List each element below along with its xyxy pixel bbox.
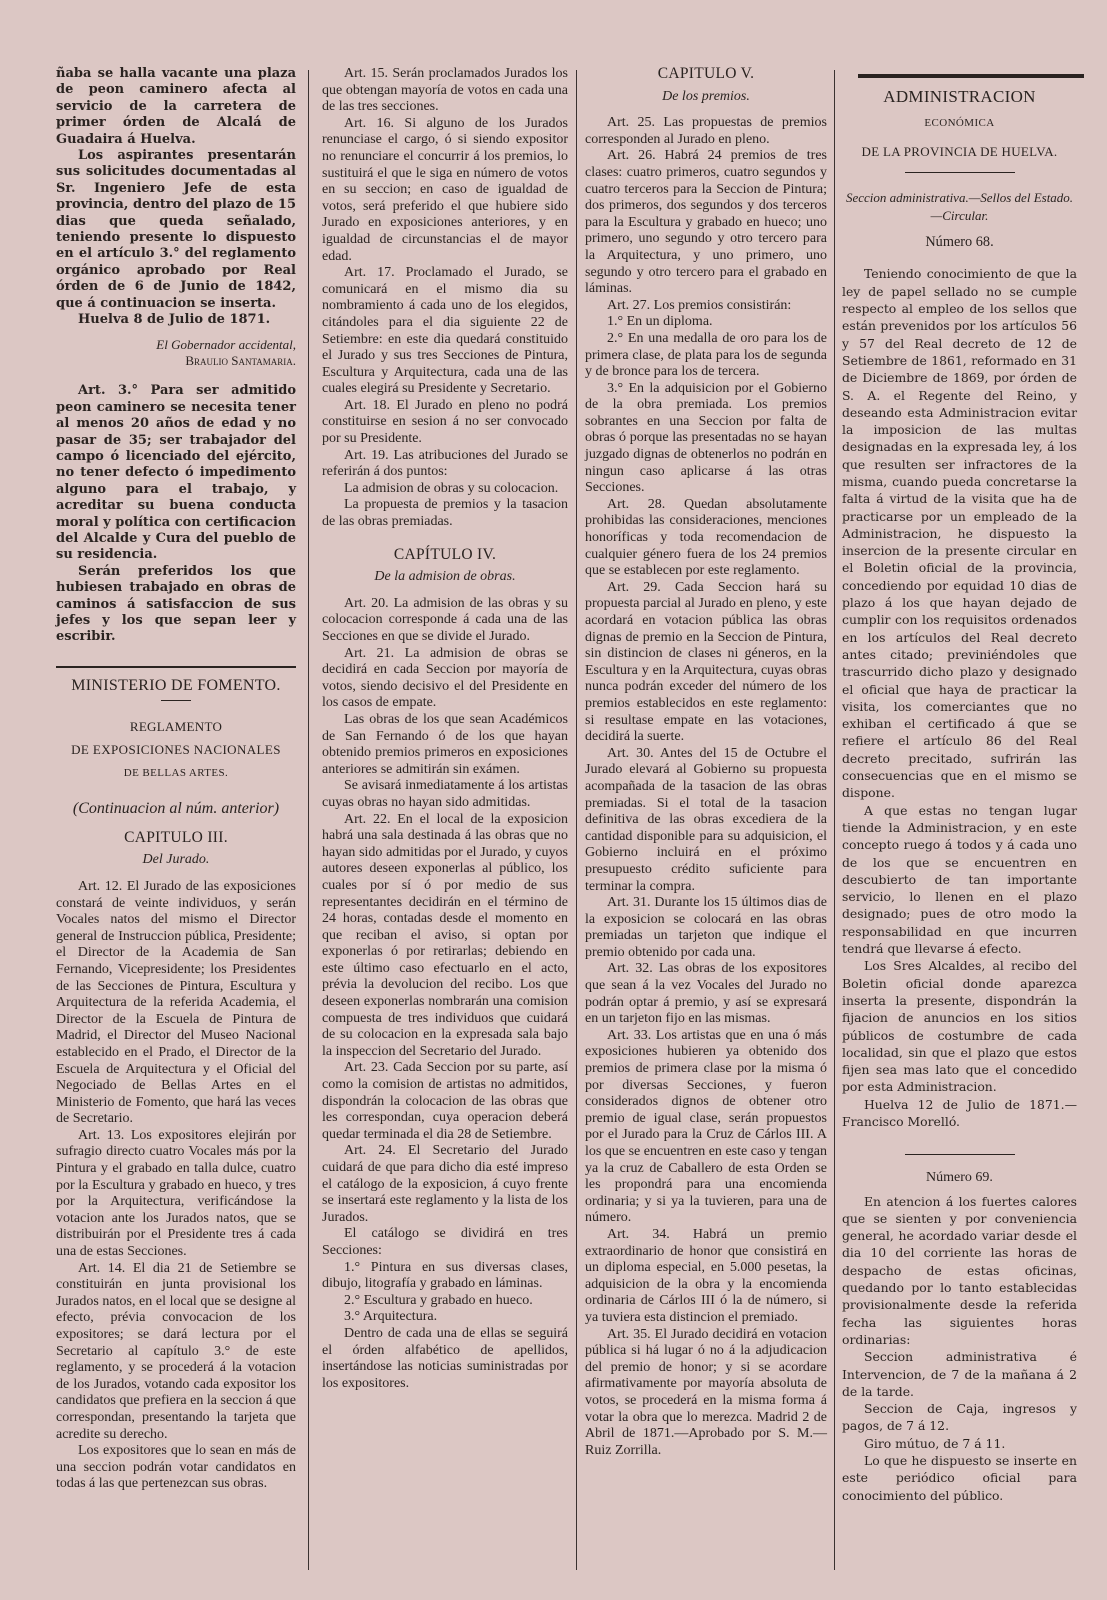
article: Art. 35. El Jurado decidirá en votacion pública si há lugar ó no á la adjudicacion del premio de honor; y si se acordare afirmativamente por mayoría absoluta de votos, se procederá en la misma forma á votar la obra que lo merezca. Madrid 2 de Abril de 1871.—Aprobado por S. M.—Ruiz Zorrilla. bbox=[585, 1326, 827, 1458]
article-item: 2.° Escultura y grabado en hueco. bbox=[344, 1292, 533, 1308]
regulation-subtitle: DE BELLAS ARTES. bbox=[123, 766, 229, 779]
article-item: 1.° Pintura en sus diversas clases, dibujo, litografía y grabado en láminas. bbox=[322, 1259, 568, 1292]
section-heading: ADMINISTRACION bbox=[883, 87, 1036, 106]
chapter-heading: CAPITULO V. bbox=[657, 65, 755, 82]
date-signature: Huelva 12 de Julio de 1871.—Francisco Morelló. bbox=[842, 1096, 1077, 1129]
short-rule bbox=[905, 172, 1015, 173]
column-2 bbox=[322, 66, 568, 1392]
article-item: 3.° En la adquisicion por el Gobierno de la obra premiada. Los premios sobrantes en una Seccion por falta de obras ó porque las presentadas no se hayan juzgado dignas de obtenerlos no podrán en ningun caso aplicarse á las otras Secciones. bbox=[585, 380, 827, 496]
article: Se avisará inmediatamente á los artistas cuyas obras no hayan sido admitidas. bbox=[322, 778, 568, 810]
chapter-heading: CAPITULO III. bbox=[124, 828, 228, 846]
text-block: ñaba se halla vacante una plaza de peon caminero afecta al servicio de la carretera de primer órden de Alcalá de Guadaira á Huelva. bbox=[56, 66, 296, 147]
article-item: 1.° En un diploma. bbox=[607, 314, 713, 330]
article: Art. 16. Si alguno de los Jurados renunciase el cargo, ó si siendo expositor no renunciare el concurrir á los premios, lo sustituirá el que le siga en número de votos en su seccion; en caso de igualdad de votos, será preferido el que hubiere sido Jurado en exposiciones anteriores, y en igualdad de circunstancias el de mayor edad. bbox=[322, 115, 568, 264]
article: Art. 32. Las obras de los expositores que sean á la vez Vocales del Jurado no podrán optar á premio, y así se expresará en un tarjeton fijo en las mismas. bbox=[585, 961, 827, 1027]
article: El catálogo se dividirá en tres Secciones: bbox=[322, 1226, 568, 1258]
text-block: Lo que he dispuesto se inserte en este periódico oficial para conocimiento del público. bbox=[842, 1453, 1077, 1503]
text-block: Art. 3.° Para ser admitido peon caminero se necesita tener al menos 20 años de edad y no pasar de 35; ser trabajador del campo ó licenciado del ejército, no tener defecto ó impedimento alguno para el trabajo, y acreditar su buena conducta moral y política con certificacion del Alcalde y Cura del pueblo de su residencia. bbox=[56, 383, 296, 563]
article: Art. 26. Habrá 24 premios de tres clases: cuatro primeros, cuatro segundos y cuatro terceros para la Seccion de Pintura; dos primeros, dos segundos y dos terceros para la Escultura y grabado en hueco; uno primero, uno segundo y otro tercero para la Arquitectura, y uno primero, uno segundo y otro tercero para el grabado en láminas. bbox=[585, 148, 827, 297]
continuation-note: (Continuacion al núm. anterior) bbox=[72, 800, 280, 818]
column-4 bbox=[842, 76, 1077, 1504]
article: Art. 22. En el local de la exposicion habrá una sala destinada á las obras que no hayan sido admitidas por el Jurado, y cuyos autores deseen exponerlas al público, los cuales por sí ó por medio de sus representantes decidirán en el término de 24 horas, contadas desde el momento en que reciban el aviso, si optan por exponerlas ó por retirarlas; debiendo en este último caso efectuarlo en el acto, prévia la devolucion del recibo. Los que deseen exponerlas nombrarán una comision compuesta de tres individuos que cuidará de su colocacion en la expresada sala bajo la inspeccion del Secretario del Jurado. bbox=[322, 811, 568, 1059]
article-item: 2.° En una medalla de oro para los de primera clase, de plata para los de segunda y de bronce para los de tercera. bbox=[585, 330, 827, 380]
column-1 bbox=[56, 66, 296, 1493]
article: Art. 30. Antes del 15 de Octubre el Jurado elevará al Gobierno su propuesta acompañada de la tasacion de las obras premiadas. Si el total de la tasacion definitiva de las obras excediera de la cantidad disponible para su adquisicion, el Gobierno incluirá en el próximo presupuesto crédito suficiente para terminar la compra. bbox=[585, 745, 827, 894]
article: Art. 19. Las atribuciones del Jurado se referirán á dos puntos: bbox=[322, 447, 568, 480]
text-block: Teniendo conocimiento de que la ley de papel sellado no se cumple respecto al empleo de los sellos que están prevenidos por los artículos 56 y 57 del Real decreto de 12 de Setiembre de 1861, reformado en 31 de Diciembre de 1869, por órden de S. A. el Regente del Reino, y deseando esta Administracion evitar la imposicion de las multas designadas en la expresada ley, á los que resulten ser infractores de la misma, cuando pueda concretarse la falta á virtud de la visita que ha de practicarse por un empleado de la Administracion, he dispuesto la insercion de la presente circular en el Boletin oficial de la provincia, concediendo por equidad 10 dias de plazo á los que hayan dejado de cumplir con los requisitos ordenados en los artículos del Real decreto antes citado; previniéndoles que trascurrido dicho plazo y designado el oficial que haya de practicar la visita, los comerciantes que no exhiban el certificado á que se refiere el artículo 86 del Real decreto precitado, sufrirán las consecuencias que en el mismo se dispone. bbox=[842, 266, 1077, 801]
circular-number: Número 68. bbox=[925, 234, 994, 251]
text-block: En atencion á los fuertes calores que se sienten y por conveniencia general, he acordado variar desde el dia 10 del corriente las horas de despacho de estas oficinas, quedando por lo tanto establecidas provisionalmente desde la referida fecha las siguientes horas ordinarias: bbox=[842, 1193, 1077, 1347]
short-rule bbox=[905, 1154, 1015, 1155]
article: Las obras de los que sean Académicos de San Fernando ó de los que hayan obtenido premios primeros en exposiciones anteriores se admitirán sin exámen. bbox=[322, 711, 568, 777]
short-rule bbox=[161, 700, 191, 701]
chapter-heading: CAPÍTULO IV. bbox=[393, 545, 497, 563]
article-item: La admision de obras y su colocacion. bbox=[344, 480, 559, 496]
article: Art. 29. Cada Seccion hará su propuesta parcial al Jurado en pleno, y este acordará en votacion pública las obras dignas de premio en la Seccion de Pintura, sin distincion de clases ni géneros, en la Escultura y en la Arquitectura, cuyas obras nunca podrán exceder del número de los premios establecidos en este reglamento: si resultase empate en las votaciones, decidirá la suerte. bbox=[585, 579, 827, 745]
column-3 bbox=[585, 66, 827, 1459]
article-item: 3.° Arquitectura. bbox=[344, 1309, 438, 1325]
signature-title: El Gobernador accidental, bbox=[156, 336, 296, 352]
circular-number: Número 69. bbox=[926, 1170, 993, 1186]
article: Art. 31. Durante los 15 últimos dias de la exposicion se colocará en las obras premiadas un tarjeton que indique el premio obtenido por cada una. bbox=[585, 895, 827, 960]
text-block: Serán preferidos los que hubiesen trabajado en obras de caminos á satisfaccion de sus jefes y los que sepan leer y escribir. bbox=[56, 563, 296, 645]
section-subheading: ECONÓMICA bbox=[924, 117, 995, 130]
section-subheading: DE LA PROVINCIA DE HUELVA. bbox=[861, 143, 1058, 159]
chapter-subtitle: Del Jurado. bbox=[142, 852, 210, 868]
column-divider bbox=[308, 70, 309, 1570]
ministry-heading: MINISTERIO DE FOMENTO. bbox=[71, 676, 281, 694]
section-rule bbox=[56, 666, 296, 668]
article: Art. 23. Cada Seccion por su parte, así como la comision de artistas no admitidos, dispondrán la colocacion de las obras que les correspondan, cuya operacion deberá quedar terminada el dia 28 de Setiembre. bbox=[322, 1060, 568, 1142]
article-item: La propuesta de premios y la tasacion de las obras premiadas. bbox=[322, 497, 568, 530]
article: Art. 17. Proclamado el Jurado, se comunicará en el mismo dia su nombramiento á cada uno de los elegidos, citándoles para el dia siguiente 22 de Setiembre: en este dia quedará constituido el Jurado y sus tres Secciones de Pintura, Escultura y Arquitectura, cada una de las cuales elegirá su Presidente y Secretario. bbox=[322, 265, 568, 397]
text-block: Seccion administrativa é Intervencion, de 7 de la mañana á 2 de la tarde. bbox=[842, 1349, 1077, 1399]
section-note: Seccion administrativa.—Sellos del Estado.—Circular. bbox=[845, 190, 1074, 223]
text-block: Seccion de Caja, ingresos y pagos, de 7 á 12. bbox=[842, 1401, 1077, 1434]
article: Art. 14. El dia 21 de Setiembre se constituirán en junta provisional los Jurados natos, en el local que se designe al efecto, prévia convocacion de los expositores; se dará lectura por el Secretario al capítulo 3.° de este reglamento, y se procederá á la votacion de los Jurados, votando cada expositor los candidatos que prefiera en la seccion á que correspondan, presentando la tarjeta que acredite su derecho. bbox=[56, 1260, 296, 1442]
article: Art. 13. Los expositores elejirán por sufragio directo cuatro Vocales más por la Pintura y el grabado en talla dulce, cuatro por la Escultura y grabado en hueco, y tres por la Arquitectura, verificándose la votacion ante los Jurados natos, que se distribuirán por el Presidente tres á cada una de estas Secciones. bbox=[56, 1127, 296, 1260]
signature-name: Braulio Santamaria. bbox=[185, 352, 296, 368]
regulation-title: REGLAMENTO bbox=[129, 719, 223, 735]
text-block: Giro mútuo, de 7 á 11. bbox=[864, 1435, 1006, 1451]
article: Dentro de cada una de ellas se seguirá el órden alfabético de apellidos, insertándose las noticias suministradas por los expositores. bbox=[322, 1325, 568, 1391]
article: Art. 21. La admision de obras se decidirá en cada Seccion por mayoría de votos, siendo decisivo el del Presidente en los casos de empate. bbox=[322, 645, 568, 711]
article: Art. 25. Las propuestas de premios corresponden al Jurado en pleno. bbox=[585, 115, 827, 147]
column-divider bbox=[834, 70, 835, 1570]
article: Art. 27. Los premios consistirán: bbox=[607, 297, 792, 313]
chapter-subtitle: De los premios. bbox=[662, 88, 750, 104]
article: Los expositores que lo sean en más de una seccion podrán votar candidatos en todas á las que pertenezcan sus obras. bbox=[56, 1443, 296, 1492]
text-block: Los aspirantes presentarán sus solicitudes documentadas al Sr. Ingeniero Jefe de esta provincia, dentro del plazo de 15 dias que queda señalado, teniendo presente lo dispuesto en el artículo 3.° del reglamento orgánico aprobado por Real órden de 6 de Junio de 1842, que á continuacion se inserta. bbox=[56, 148, 296, 311]
article: Art. 15. Serán proclamados Jurados los que obtengan mayoría de votos en cada una de las tres secciones. bbox=[322, 66, 568, 115]
article: Art. 28. Quedan absolutamente prohibidas las consideraciones, menciones honoríficas y toda recomendacion de cualquier género fuera de los 24 premios que se establecen por este reglamento. bbox=[585, 496, 827, 579]
column-divider bbox=[576, 70, 577, 1570]
article: Art. 34. Habrá un premio extraordinario de honor que consistirá en un diploma especial, en 5.000 pesetas, la adquisicion de la obra y la encomienda ordinaria de Cárlos III ó la de número, si ya tuviera esta distincion el premiado. bbox=[585, 1226, 827, 1325]
date-line: Huelva 8 de Julio de 1871. bbox=[78, 312, 271, 328]
article: Art. 12. El Jurado de las exposiciones constará de veinte individuos, y serán Vocales natos del mismo el Director general de Instruccion pública, Presidente; el Director de la Academia de San Fernando, Vicepresidente; los Presidentes de las Secciones de Pintura, Escultura y Arquitectura de la referida Academia, el Director de la Escuela de Pintura de Madrid, el Director del Museo Nacional establecido en el Prado, el Director de la Escuela de Arquitectura y el Oficial del Negociado de Bellas Artes en el Ministerio de Fomento, que hará las veces de Secretario. bbox=[56, 878, 296, 1127]
article: Art. 24. El Secretario del Jurado cuidará de que para dicho dia esté impreso el catálogo de la exposicion, á cuyo frente se insertará este reglamento y la lista de los Jurados. bbox=[322, 1143, 568, 1225]
article: Art. 18. El Jurado en pleno no podrá constituirse en sesion á no ser convocado por su Presidente. bbox=[322, 397, 568, 447]
article: Art. 20. La admision de las obras y su colocacion corresponde á cada una de las Secciones en que se divide el Jurado. bbox=[322, 595, 568, 644]
article: Art. 33. Los artistas que en una ó más exposiciones hubieren ya obtenido dos premios de primera clase por la misma ó por diversas Secciones, y fueron considerados dignos de obtener otro premio de igual clase, serán propuestos por el Jurado para la Cruz de Cárlos III. A los que se encuentren en este caso y tengan ya la cruz de Caballero de esta Orden se les propondrá para una encomienda ordinaria; y si ya la tuvieren, para una de número. bbox=[585, 1027, 827, 1226]
chapter-subtitle: De la admision de obras. bbox=[374, 569, 516, 585]
text-block: Los Sres Alcaldes, al recibo del Boletin oficial donde aparezca inserta la presente, dispondrán la fijacion de anuncios en los sitios públicos de costumbre de cada localidad, sin que el plazo que estos fijen sea mas lato que el concedido por esta Administracion. bbox=[842, 958, 1077, 1095]
text-block: A que estas no tengan lugar tiende la Administracion, y en este concepto ruego á todos y á cada uno de los que se encuentren en descubierto de tan importante servicio, lo llenen en el plazo designado; pues de otro modo la responsabilidad en que incurren tendrá que llevarse á efecto. bbox=[842, 802, 1077, 957]
regulation-subtitle: DE EXPOSICIONES NACIONALES bbox=[71, 742, 281, 757]
